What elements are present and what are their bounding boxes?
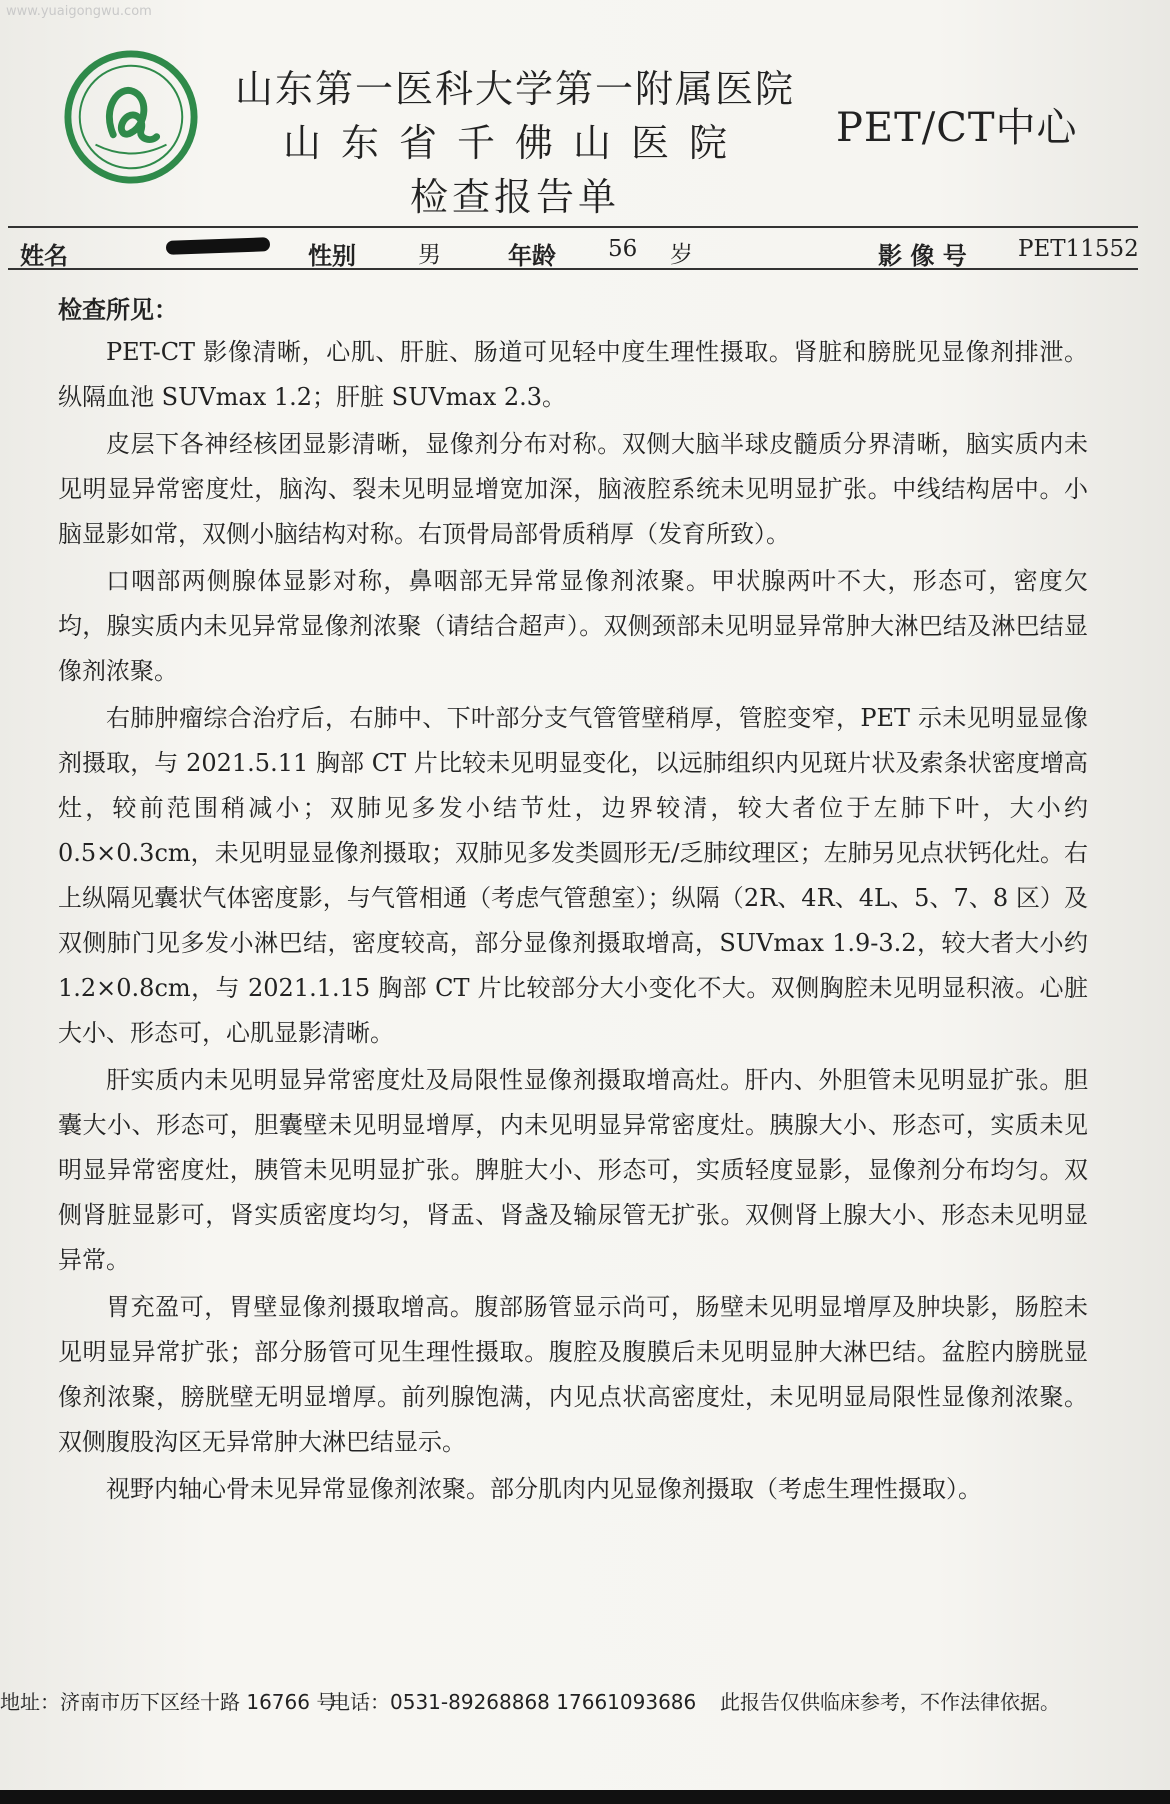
report-title: 检查报告单: [409, 175, 620, 219]
name-redaction: [166, 237, 270, 255]
patient-info-bar: [8, 226, 1138, 270]
hospital-name-line2: 山东省千佛山医院: [282, 121, 747, 165]
findings-paragraph: 皮层下各神经核团显影清晰，显像剂分布对称。双侧大脑半球皮髓质分界清晰，脑实质内未见明显异常密度灶，脑沟、裂未见明显增宽加深，脑液腔系统未见明显扩张。中线结构居中。小脑显影如常，双侧小脑结构对称。右顶骨局部骨质稍厚（发育所致）。: [58, 430, 1088, 548]
watermark: www.yuaigongwu.com: [6, 4, 152, 19]
findings-body: [58, 330, 1088, 1514]
report-header: [220, 62, 810, 224]
sex-value: 男: [418, 242, 441, 268]
hospital-phone: 电话：0531-89268868 17661093686: [330, 1690, 697, 1714]
age-value: 56: [608, 236, 638, 262]
findings-paragraph: 视野内轴心骨未见异常显像剂浓聚。部分肌肉内见显像剂摄取（考虑生理性摄取）。: [106, 1475, 982, 1503]
report-disclaimer: 此报告仅供临床参考，不作法律依据。: [720, 1690, 1060, 1714]
hospital-address: 地址：济南市历下区经十路 16766 号: [0, 1690, 337, 1714]
image-no-value: PET11552: [1018, 236, 1139, 262]
age-unit: 岁: [670, 242, 693, 268]
findings-title: 检查所见：: [58, 296, 178, 324]
hospital-logo: [62, 48, 200, 186]
image-no-label: 影 像 号: [878, 242, 967, 270]
age-label: 年龄: [508, 242, 556, 270]
sex-label: 性别: [308, 242, 356, 270]
findings-paragraph: 右肺肿瘤综合治疗后，右肺中、下叶部分支气管管壁稍厚，管腔变窄，PET 示未见明显显像剂摄取，与 2021.5.11 胸部 CT 片比较未见明显变化，以远肺组织内见斑片状及索条状密度增高灶，较前范围稍减小；双肺见多发小结节灶，边界较清，较大者位于左肺下叶，大小约 0.5×0.3cm，未见明显显像剂摄取；双肺见多发类圆形无/乏肺纹理区；左肺另见点状钙化灶。右上纵隔见囊状气体密度影，与气管相通（考虑气管憩室）；纵隔（2R、4R、4L、5、7、8 区）及双侧肺门见多发小淋巴结，密度较高，部分显像剂摄取增高，SUVmax 1.9-3.2，较大者大小约 1.2×0.8cm，与 2021.1.15 胸部 CT 片比较部分大小变化不大。双侧胸腔未见明显积液。心脏大小、形态可，心肌显影清晰。: [58, 704, 1088, 1047]
findings-paragraph: PET-CT 影像清晰，心肌、肝脏、肠道可见轻中度生理性摄取。肾脏和膀胱见显像剂排泄。纵隔血池 SUVmax 1.2；肝脏 SUVmax 2.3。: [58, 338, 1088, 411]
scan-edge: [0, 1790, 1170, 1804]
name-label: 姓名: [20, 242, 68, 270]
report-footer: [0, 1686, 1170, 1716]
findings-paragraph: 胃充盈可，胃壁显像剂摄取增高。腹部肠管显示尚可，肠壁未见明显增厚及肿块影，肠腔未见明显异常扩张；部分肠管可见生理性摄取。腹腔及腹膜后未见明显肿大淋巴结。盆腔内膀胱显像剂浓聚，膀胱壁无明显增厚。前列腺饱满，内见点状高密度灶，未见明显局限性显像剂浓聚。双侧腹股沟区无异常肿大淋巴结显示。: [58, 1293, 1088, 1456]
center-name: PET/CT中心: [836, 105, 1078, 151]
findings-paragraph: 口咽部两侧腺体显影对称，鼻咽部无异常显像剂浓聚。甲状腺两叶不大，形态可，密度欠均，腺实质内未见异常显像剂浓聚（请结合超声）。双侧颈部未见明显异常肿大淋巴结及淋巴结显像剂浓聚。: [58, 567, 1088, 685]
findings-paragraph: 肝实质内未见明显异常密度灶及局限性显像剂摄取增高灶。肝内、外胆管未见明显扩张。胆囊大小、形态可，胆囊壁未见明显增厚，内未见明显异常密度灶。胰腺大小、形态可，实质未见明显异常密度灶，胰管未见明显扩张。脾脏大小、形态可，实质轻度显影，显像剂分布均匀。双侧肾脏显影可，肾实质密度均匀，肾盂、肾盏及输尿管无扩张。双侧肾上腺大小、形态未见明显异常。: [58, 1066, 1088, 1274]
hospital-name-line1: 山东第一医科大学第一附属医院: [234, 67, 795, 111]
